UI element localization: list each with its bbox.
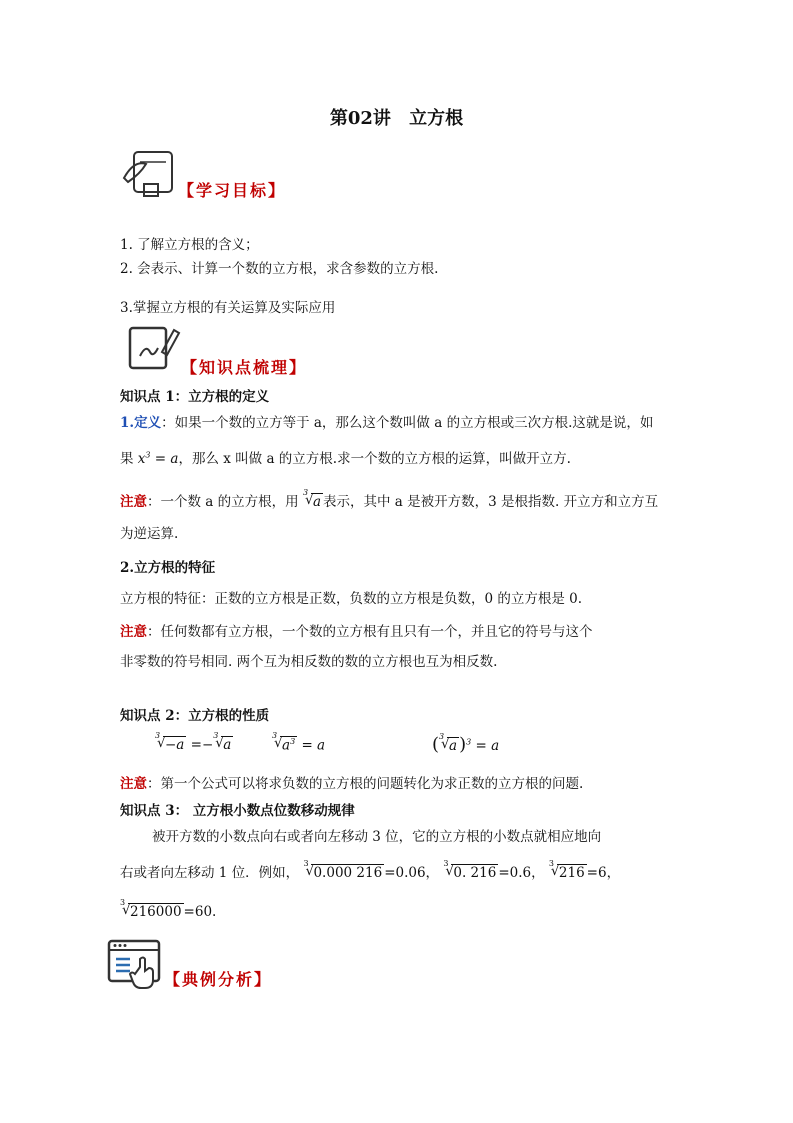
root-value: =60. [183,904,217,920]
def-text: ：如果一个数的立方等于 a，那么这个数叫做 a 的立方根或三次方根.这就是说，如 [161,415,654,431]
k1b-heading: 2.立方根的特征 [120,560,216,576]
k2-heading: 知识点 2：立方根的性质 [120,708,270,724]
def-text: 果 [120,451,134,467]
def-word: 定义 [134,415,162,431]
goal-item: 1. 了解立方根的含义； [120,237,259,253]
cube-root-symbol: 3 √ a [303,493,323,510]
k1-definition-line2 [120,447,571,467]
scroll-quill-icon [120,148,178,200]
k1b-note-line2: 非零数的符号相同. 两个互为相反数的数的立方根也互为相反数. [120,654,498,670]
note-text: ：一个数 a 的立方根，用 [147,494,299,510]
k1-note-line2: 为逆运算. [120,526,179,542]
root-example: 3 √ 216 [549,864,587,881]
root-value: =6， [586,865,621,881]
formula-x-cubed: $x^3 = a$ [137,450,179,467]
note-text: ：任何数都有立方根，一个数的立方根有且只有一个，并且它的符号与这个 [147,624,593,640]
k1-note-line1 [120,490,658,510]
goals-badge: 【学习目标】 [178,181,287,200]
formula-3: ( 3 √ a )$^3$ = a [432,734,499,755]
def-text: ，那么 x 叫做 a 的立方根.求一个数的立方根的运算，叫做开立方. [178,451,571,467]
k1-definition-line1 [120,411,653,431]
formula-1: 3 √ −a =− 3 √ a [155,736,233,753]
root-example: 3 √ 216000 [120,903,184,920]
formula-3-text: = a [475,738,500,754]
k3-line1: 被开方数的小数点向右或者向左移动 3 位，它的立方根的小数点就相应地向 [152,829,602,845]
root-value: =0.06， [384,865,440,881]
note-label: 注意 [120,776,147,792]
formula-2-text: = a [301,737,326,754]
k1b-note-line1 [120,620,593,640]
root-example: 3 √ 0.000 216 [303,864,384,881]
def-number: 1. [120,415,135,431]
note-label: 注意 [120,494,147,510]
note-text: 表示，其中 a 是被开方数，3 是根指数. 开立方和立方互 [323,494,659,510]
k1b-line1: 立方根的特征：正数的立方根是正数，负数的立方根是负数，0 的立方根是 0. [120,591,583,607]
k2-note [120,772,583,792]
root-example: 3 √ 0. 216 [443,864,498,881]
k3-text: 右或者向左移动 1 位．例如， [120,865,300,881]
note-label: 注意 [120,624,147,640]
lecture-topic: 立方根 [409,108,464,129]
formula-1-text: =− [190,737,214,753]
goal-item: 2. 会表示、计算一个数的立方根，求含参数的立方根. [120,261,439,277]
knowledge-badge: 【知识点梳理】 [181,358,308,377]
browser-click-icon [106,937,164,995]
note-text: ：第一个公式可以将求负数的立方根的问题转化为求正数的立方根的问题. [147,776,584,792]
examples-badge: 【典例分析】 [164,970,273,989]
lecture-number: 第02讲 [329,108,391,129]
k1-heading: 知识点 1：立方根的定义 [120,389,270,405]
edit-note-icon [122,322,182,374]
page-title [0,104,793,130]
root-value: =0.6， [498,865,545,881]
formula-2: 3 √ $a^3 = a$ [272,736,325,754]
k3-line3 [120,898,217,920]
k3-line2 [120,861,620,881]
goal-item: 3.掌握立方根的有关运算及实际应用 [120,300,336,316]
k3-heading: 知识点 3： 立方根小数点位数移动规律 [120,803,355,819]
